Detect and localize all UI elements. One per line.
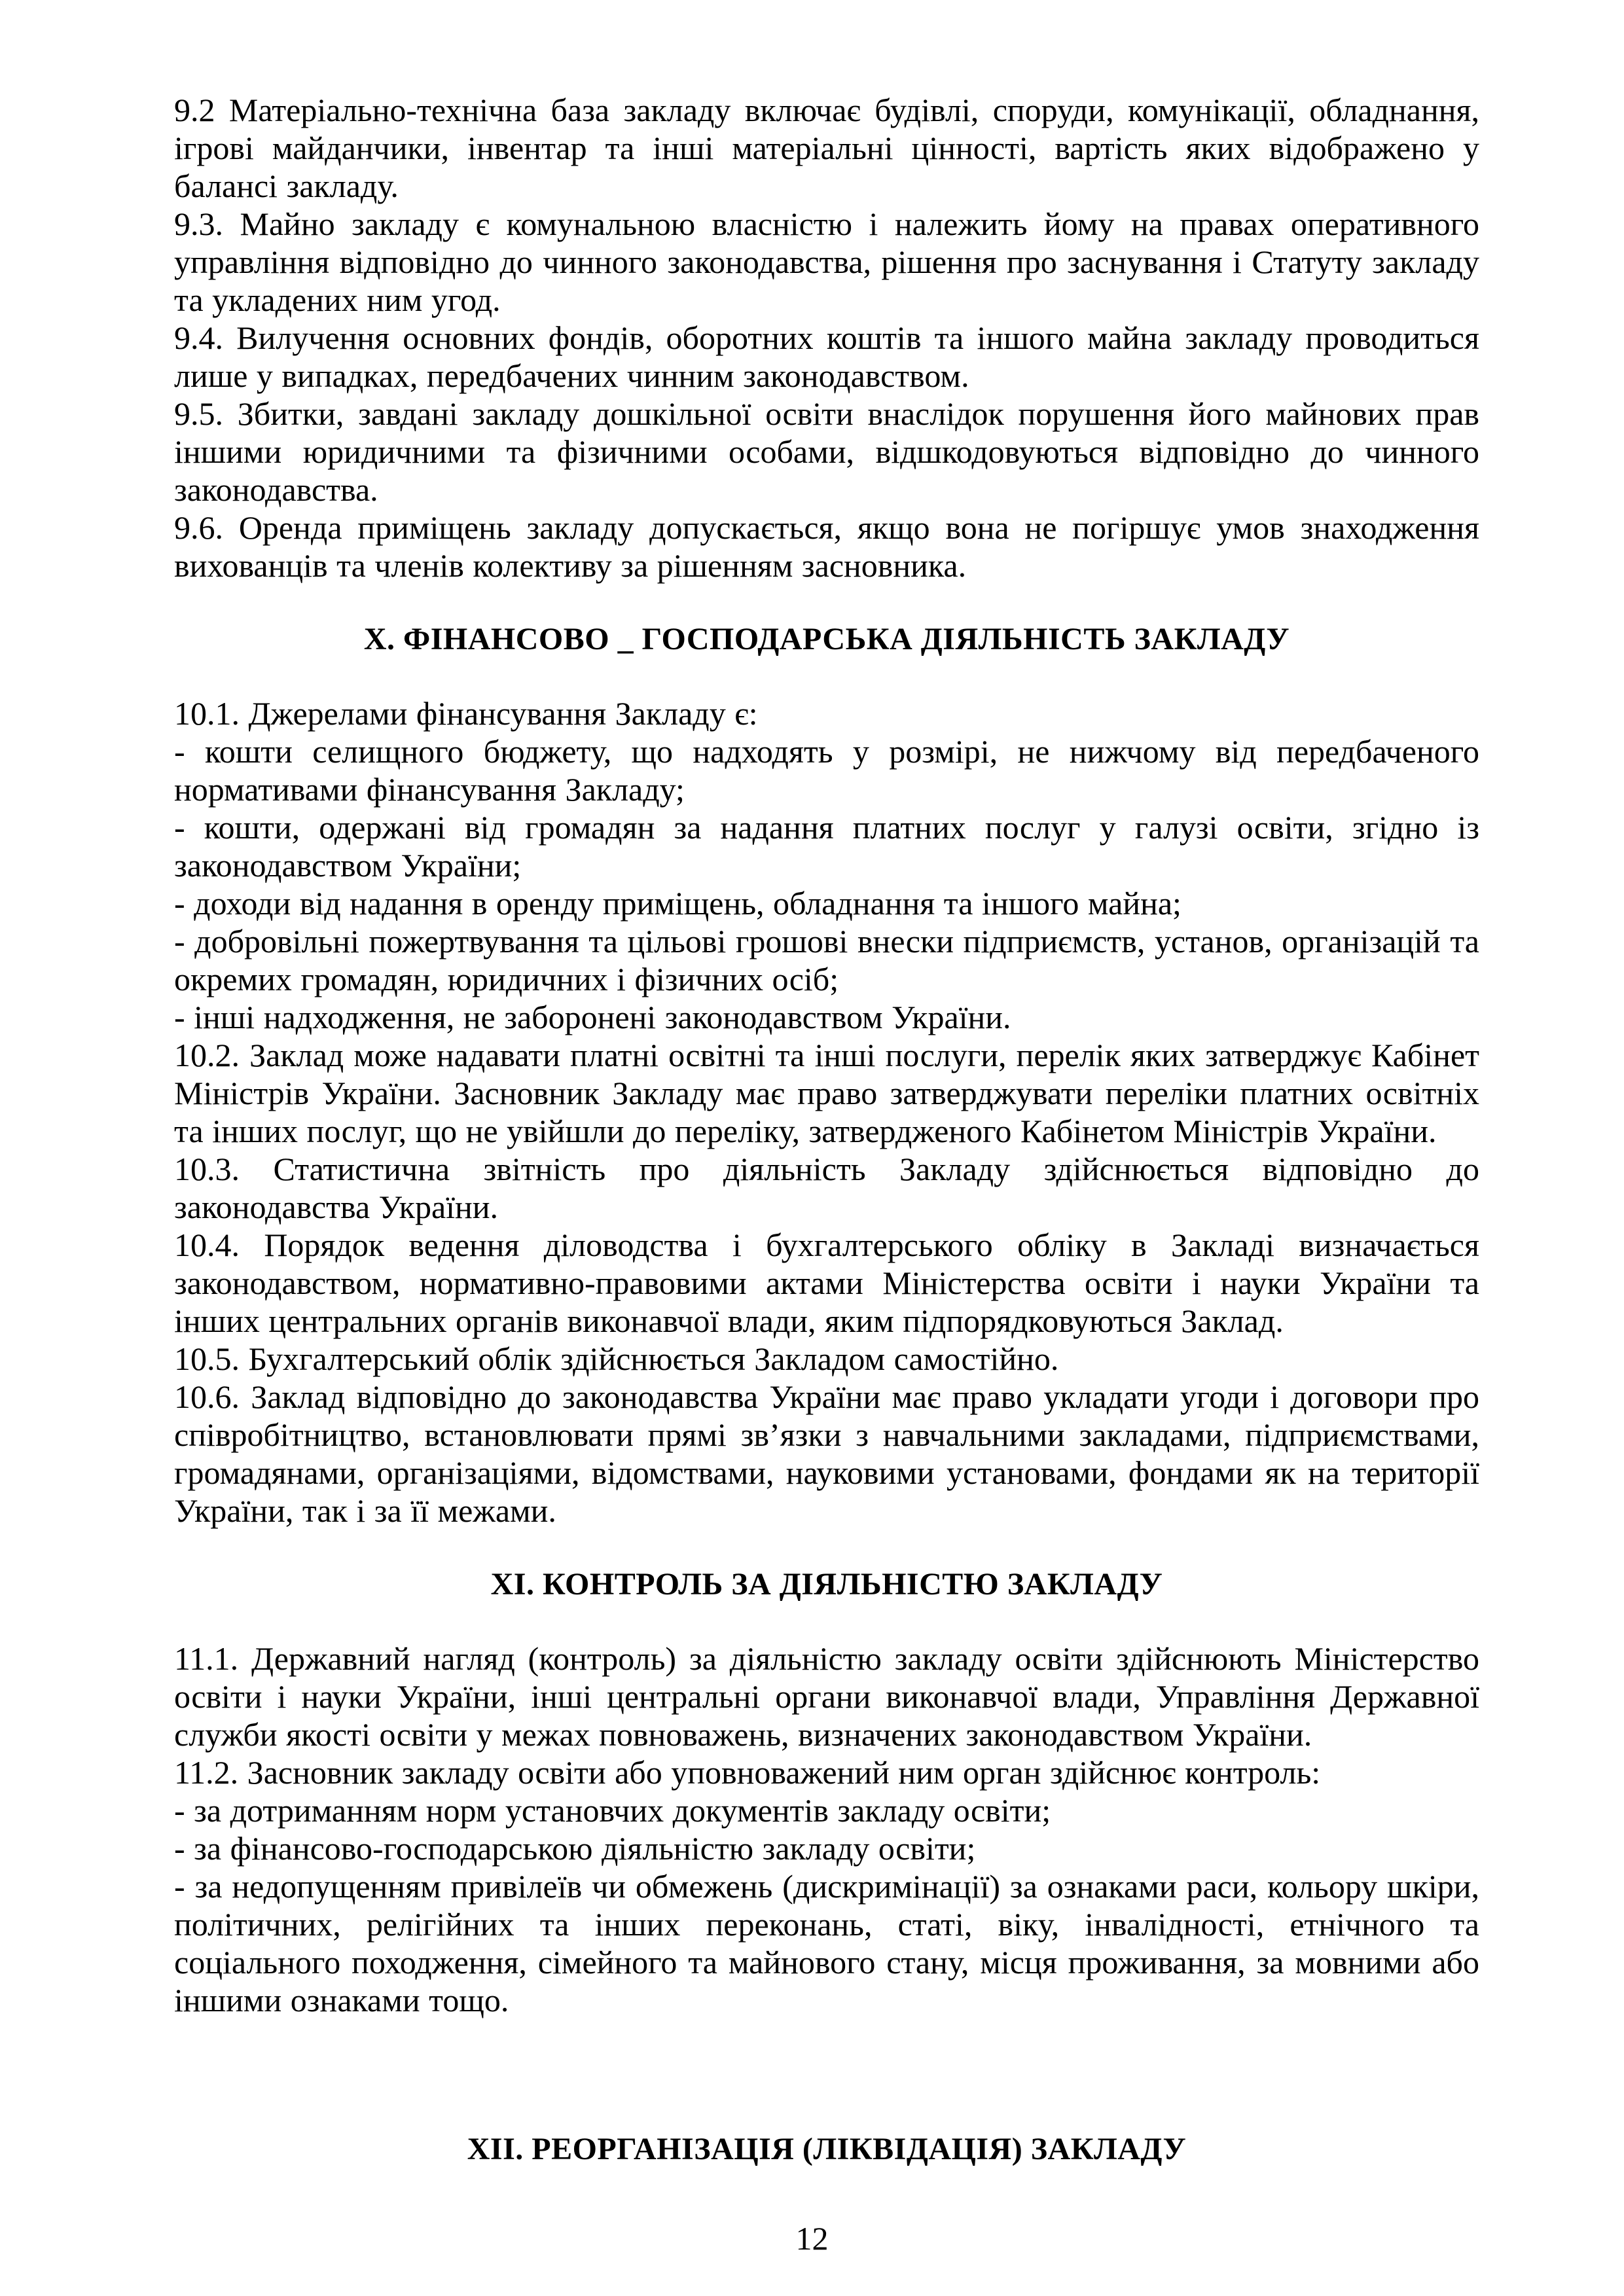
control-item-1: - за дотриманням норм установчих документів закладу освіти; <box>174 1792 1051 1829</box>
paragraph-9-2: 9.2 Матеріально-технічна база закладу включає будівлі, споруди, комунікації, обладнання, ігрові майданчики, інвентар та інші матеріальні цінності, вартість яких відображено у балансі закладу. <box>174 92 1479 204</box>
paragraph-10-4: 10.4. Порядок ведення діловодства і бухгалтерського обліку в Закладі визначається законодавством, нормативно-правовими актами Міністерства освіти і науки України та інших центральних органів виконавчої влади, яким підпорядковуються Заклад. <box>174 1227 1479 1339</box>
paragraph-11-1: 11.1. Державний нагляд (контроль) за діяльністю закладу освіти здійснюють Міністерство освіти і науки України, інші центральні органи виконавчої влади, Управління Державної служби якості освіти у межах повноважень, визначених законодавством України. <box>174 1640 1479 1753</box>
paragraph-10-5: 10.5. Бухгалтерський облік здійснюється Закладом самостійно. <box>174 1340 1059 1377</box>
page-number: 12 <box>795 2220 829 2257</box>
funding-source-item-3: - доходи від надання в оренду приміщень, обладнання та іншого майна; <box>174 885 1182 922</box>
paragraph-9-6: 9.6. Оренда приміщень закладу допускається, якщо вона не погіршує умов знаходження вихованців та членів колективу за рішенням засновника. <box>174 509 1479 584</box>
section-heading-xii-reorganization: XII. РЕОРГАНІЗАЦІЯ (ЛІКВІДАЦІЯ) ЗАКЛАДУ <box>467 2132 1187 2166</box>
paragraph-10-3: 10.3. Статистична звітність про діяльність Закладу здійснюється відповідно до законодавства України. <box>174 1151 1479 1225</box>
paragraph-10-2: 10.2. Заклад може надавати платні освітні та інші послуги, перелік яких затверджує Кабінет Міністрів України. Засновник Закладу має право затверджувати переліки платних освітніх та інших послуг, що не увійшли до переліку, затвердженого Кабінетом Міністрів України. <box>174 1037 1479 1149</box>
page-content <box>174 91 1479 2168</box>
control-item-3: - за недопущенням привілеїв чи обмежень (дискримінації) за ознаками раси, кольору шкіри, політичних, релігійних та інших переконань, статі, віку, інвалідності, етнічного та соціального походження, сімейного та майнового стану, місця проживання, за мовними або іншими ознаками тощо. <box>174 1868 1479 2018</box>
paragraph-9-4: 9.4. Вилучення основних фондів, оборотних коштів та іншого майна закладу проводиться лише у випадках, передбачених чинним законодавством. <box>174 319 1479 394</box>
funding-source-item-5: - інші надходження, не заборонені законодавством України. <box>174 999 1011 1035</box>
funding-source-item-4: - добровільні пожертвування та цільові грошові внески підприємств, установ, організацій та окремих громадян, юридичних і фізичних осіб; <box>174 923 1479 997</box>
paragraph-10-6: 10.6. Заклад відповідно до законодавства України має право укладати угоди і договори про співробітництво, встановлювати прямі зв’язки з навчальними закладами, підприємствами, громадянами, організаціями, відомствами, науковими установами, фондами як на території України, так і за її межами. <box>174 1378 1479 1529</box>
paragraph-9-5: 9.5. Збитки, завдані закладу дошкільної освіти внаслідок порушення його майнових прав іншими юридичними та фізичними особами, відшкодовуються відповідно до чинного законодавства. <box>174 395 1479 508</box>
funding-source-item-1: - кошти селищного бюджету, що надходять у розмірі, не нижчому від передбаченого нормативами фінансування Закладу; <box>174 733 1479 808</box>
control-item-2: - за фінансово-господарською діяльністю закладу освіти; <box>174 1830 976 1867</box>
paragraph-11-2: 11.2. Засновник закладу освіти або уповноважений ним орган здійснює контроль: <box>174 1754 1321 1791</box>
paragraph-10-1: 10.1. Джерелами фінансування Закладу є: <box>174 695 758 732</box>
paragraph-9-3: 9.3. Майно закладу є комунальною власністю і належить йому на правах оперативного управління відповідно до чинного законодавства, рішення про заснування і Статуту закладу та укладених ним угод. <box>174 206 1479 318</box>
section-heading-xi-control: XI. КОНТРОЛЬ ЗА ДІЯЛЬНІСТЮ ЗАКЛАДУ <box>490 1567 1163 1602</box>
funding-source-item-2: - кошти, одержані від громадян за надання платних послуг у галузі освіти, згідно із законодавством України; <box>174 809 1479 884</box>
section-heading-x-financial-activity: X. ФІНАНСОВО _ ГОСПОДАРСЬКА ДІЯЛЬНІСТЬ ЗАКЛАДУ <box>363 622 1290 656</box>
